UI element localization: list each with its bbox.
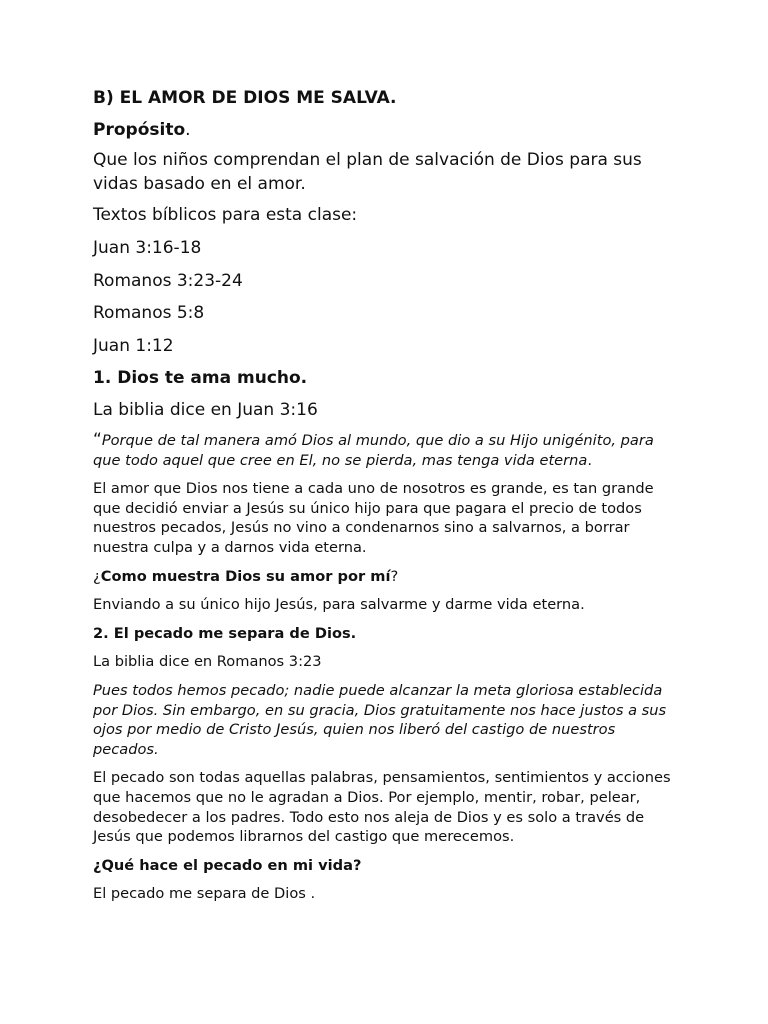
bible-reference-4: Juan 1:12 (93, 335, 174, 356)
purpose-text: Que los niños comprendan el plan de salvación de Dios para sus vidas basado en el amor. (93, 150, 642, 194)
purpose-heading-label: Propósito (93, 120, 186, 140)
purpose-heading (93, 118, 673, 142)
section-1-question-text: Como muestra Dios su amor por mí (100, 567, 391, 585)
section-1-verse (93, 431, 673, 470)
document-page (93, 86, 673, 904)
section-1-paragraph: El amor que Dios nos tiene a cada uno de nosotros es grande, es tan grande que decidió enviar a Jesús su único hijo para que pagara el precio de todos nuestros pecados, Jesús no vino a condenarnos sino a salvarnos, a borrar nuestra culpa y a darnos vida eterna. (93, 480, 654, 556)
purpose-heading-punct: . (185, 120, 191, 140)
section-2-heading: 2. El pecado me separa de Dios. (93, 624, 357, 642)
section-1-answer: Enviando a su único hijo Jesús, para salvarme y darme vida eterna. (93, 596, 585, 614)
question-open-mark: ¿ (93, 567, 101, 585)
bible-texts-intro: Textos bíblicos para esta clase: (93, 205, 358, 225)
section-2-question: ¿Qué hace el pecado en mi vida? (93, 856, 362, 874)
bible-reference-3: Romanos 5:8 (93, 303, 205, 323)
section-1-question (93, 567, 673, 587)
section-1-verse-end: . (587, 451, 592, 469)
bible-reference-1: Juan 3:16-18 (93, 238, 202, 258)
section-1-heading: 1. Dios te ama mucho. (93, 368, 308, 388)
verse-open-quote: “ (93, 430, 102, 450)
document-title: B) EL AMOR DE DIOS ME SALVA. (93, 88, 397, 108)
section-1-intro: La biblia dice en Juan 3:16 (93, 400, 318, 420)
bible-reference-2: Romanos 3:23-24 (93, 270, 243, 291)
section-2-paragraph: El pecado son todas aquellas palabras, pensamientos, sentimientos y acciones que hacemos que no le agradan a Dios. Por ejemplo, mentir, robar, pelear, desobedecer a los padres. Todo esto nos aleja de Dios y es solo a través de Jesús que podemos librarnos del castigo que merecemos. (93, 769, 671, 846)
section-1-verse-text: Porque de tal manera amó Dios al mundo, que dio a su Hijo unigénito, para que todo aquel que cree en El, no se pierda, mas tenga vida eterna (93, 432, 654, 469)
section-2-intro: La biblia dice en Romanos 3:23 (93, 653, 322, 671)
section-2-answer: El pecado me separa de Dios . (93, 885, 316, 903)
question-close-mark: ? (390, 567, 399, 585)
section-2-verse: Pues todos hemos pecado; nadie puede alcanzar la meta gloriosa establecida por Dios. Sin embargo, en su gracia, Dios gratuitamente nos hace justos a sus ojos por medio de Cristo Jesús, quien nos liberó del castigo de nuestros pecados. (93, 681, 667, 758)
